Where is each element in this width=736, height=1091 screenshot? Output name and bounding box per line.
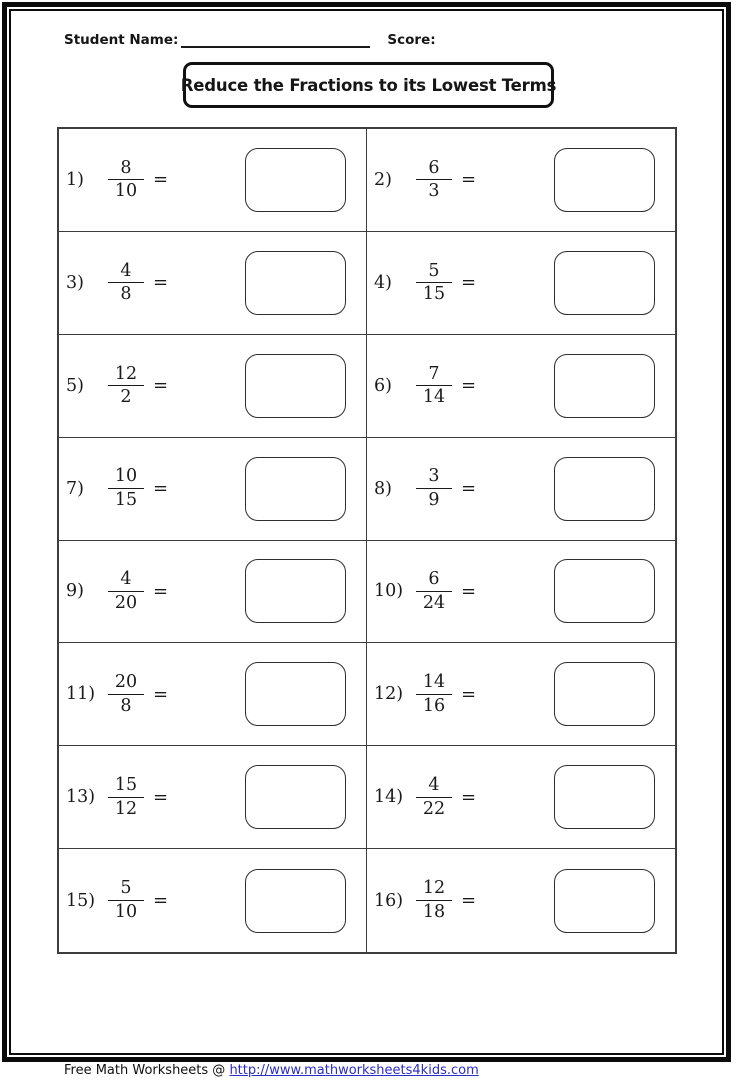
worksheet-title-box [180,62,557,108]
footer-credit [64,1063,479,1078]
fraction-denominator: 14 [422,387,446,408]
fraction-numerator: 12 [416,878,452,901]
equals-sign: = [461,683,477,705]
problem-number: 16) [374,890,404,911]
problem-cell [367,746,675,849]
answer-box[interactable] [554,765,655,829]
worksheet-header [64,32,436,48]
fraction-numerator: 20 [108,672,144,695]
fraction-numerator: 5 [416,261,452,284]
equals-sign: = [461,580,477,602]
problem-number: 8) [374,478,392,499]
fraction [416,878,452,922]
fraction-denominator: 24 [422,592,446,613]
fraction-numerator: 12 [108,364,144,387]
answer-box[interactable] [245,148,346,212]
problem-number: 11) [66,684,96,705]
fraction-denominator: 8 [120,695,132,716]
problem-number: 12) [374,684,404,705]
fraction [108,672,144,716]
fraction-numerator: 6 [416,158,452,181]
worksheet-title: Reduce the Fractions to its Lowest Terms [180,75,557,95]
fraction-numerator: 15 [108,775,144,798]
problems-grid [57,127,677,954]
answer-box[interactable] [554,457,655,521]
fraction [416,158,452,202]
equals-sign: = [461,786,477,808]
equals-sign: = [153,580,169,602]
fraction [416,775,452,819]
fraction-denominator: 22 [422,798,446,819]
fraction-denominator: 18 [422,902,446,923]
equals-sign: = [153,272,169,294]
fraction-numerator: 5 [108,878,144,901]
answer-box[interactable] [245,765,346,829]
problem-number: 13) [66,787,96,808]
fraction [108,775,144,819]
fraction [416,261,452,305]
problem-cell [367,335,675,438]
problem-cell [59,438,367,541]
fraction-denominator: 15 [422,284,446,305]
problem-cell [59,849,367,952]
problem-cell [59,335,367,438]
problem-cell [367,643,675,746]
student-name-blank-line[interactable] [181,33,370,48]
fraction-denominator: 20 [114,592,138,613]
fraction-denominator: 15 [114,490,138,511]
problem-number: 3) [66,272,84,293]
problem-number: 2) [374,169,392,190]
problem-cell [59,129,367,232]
fraction-denominator: 9 [428,490,440,511]
equals-sign: = [153,786,169,808]
answer-box[interactable] [245,457,346,521]
footer-link[interactable]: http://www.mathworksheets4kids.com [229,1063,479,1078]
fraction-denominator: 2 [120,387,132,408]
problem-cell [367,232,675,335]
answer-box[interactable] [245,662,346,726]
problem-cell [59,541,367,644]
fraction-numerator: 4 [416,775,452,798]
answer-box[interactable] [554,869,655,933]
problem-cell [59,643,367,746]
fraction-denominator: 12 [114,798,138,819]
equals-sign: = [461,375,477,397]
equals-sign: = [153,169,169,191]
problem-number: 4) [374,272,392,293]
fraction-numerator: 6 [416,569,452,592]
fraction [108,569,144,613]
problem-number: 14) [374,787,404,808]
answer-box[interactable] [554,662,655,726]
fraction-denominator: 10 [114,181,138,202]
student-name-label: Student Name: [64,32,179,48]
footer-text: Free Math Worksheets @ [64,1063,230,1078]
equals-sign: = [153,478,169,500]
answer-box[interactable] [245,869,346,933]
fraction-numerator: 8 [108,158,144,181]
problem-number: 1) [66,169,84,190]
problem-number: 5) [66,375,84,396]
problem-number: 10) [374,581,404,602]
answer-box[interactable] [245,559,346,623]
fraction [108,261,144,305]
fraction-denominator: 16 [422,695,446,716]
equals-sign: = [153,375,169,397]
equals-sign: = [153,683,169,705]
problem-cell [59,232,367,335]
answer-box[interactable] [554,148,655,212]
problem-number: 7) [66,478,84,499]
answer-box[interactable] [554,251,655,315]
fraction-numerator: 14 [416,672,452,695]
fraction [416,466,452,510]
fraction-denominator: 10 [114,902,138,923]
problem-number: 15) [66,890,96,911]
fraction [416,569,452,613]
equals-sign: = [461,272,477,294]
fraction [108,878,144,922]
equals-sign: = [153,890,169,912]
fraction [108,466,144,510]
fraction [416,364,452,408]
fraction [108,158,144,202]
answer-box[interactable] [245,251,346,315]
fraction-denominator: 3 [428,181,440,202]
problem-cell [367,849,675,952]
problem-number: 9) [66,581,84,602]
fraction-denominator: 8 [120,284,132,305]
equals-sign: = [461,890,477,912]
problem-cell [367,129,675,232]
score-label: Score: [387,32,436,48]
fraction-numerator: 10 [108,466,144,489]
problem-number: 6) [374,375,392,396]
equals-sign: = [461,478,477,500]
fraction [108,364,144,408]
answer-box[interactable] [554,354,655,418]
fraction-numerator: 3 [416,466,452,489]
answer-box[interactable] [554,559,655,623]
problem-cell [367,541,675,644]
equals-sign: = [461,169,477,191]
problem-cell [367,438,675,541]
fraction-numerator: 4 [108,569,144,592]
problem-cell [59,746,367,849]
fraction-numerator: 4 [108,261,144,284]
fraction-numerator: 7 [416,364,452,387]
answer-box[interactable] [245,354,346,418]
fraction [416,672,452,716]
